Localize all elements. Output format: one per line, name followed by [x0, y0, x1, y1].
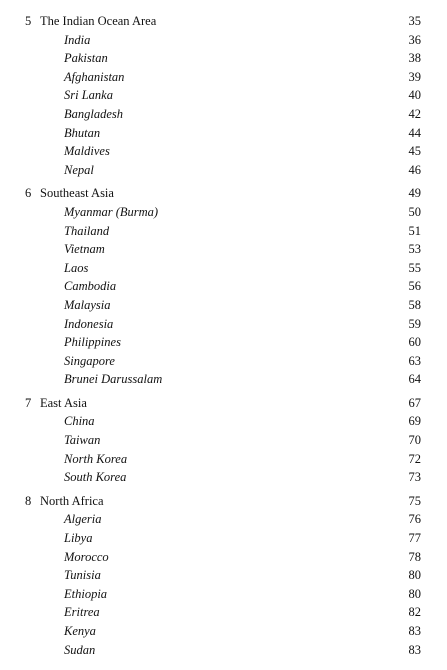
toc-entry — [0, 333, 447, 352]
page-number: 75 — [408, 493, 421, 508]
page-number: 58 — [408, 297, 421, 312]
entry-title: Kenya — [64, 624, 96, 638]
entry-title: Tunisia — [64, 568, 101, 583]
entry-title: China — [64, 414, 95, 429]
chapter-title: East Asia — [40, 395, 87, 410]
entry-title: Cambodia — [64, 279, 117, 294]
page-number: 44 — [408, 125, 421, 140]
toc-entry — [0, 352, 447, 371]
entry-title: Sudan — [64, 642, 96, 657]
page-number: 45 — [408, 144, 421, 159]
chapter-heading — [0, 394, 447, 413]
chapter-number: 8 — [25, 493, 32, 508]
page-number: 51 — [408, 223, 421, 238]
page-number: 64 — [408, 372, 421, 387]
page-number: 69 — [408, 414, 421, 429]
chapter-title: The Indian Ocean Area — [40, 14, 157, 28]
chapter-number: 7 — [25, 395, 32, 410]
toc-entry — [0, 31, 447, 50]
toc-entry — [0, 86, 447, 105]
page-number: 76 — [408, 512, 421, 527]
toc-entry — [0, 68, 447, 87]
entry-title: Pakistan — [64, 51, 108, 66]
entry-title: Eritrea — [64, 605, 100, 620]
toc-entry — [0, 124, 447, 143]
toc-entry — [0, 49, 447, 68]
toc-entry — [0, 315, 447, 334]
chapter-title: Southeast Asia — [40, 186, 114, 201]
page-number: 83 — [408, 624, 421, 638]
toc-entry — [0, 641, 447, 660]
entry-title: Nepal — [64, 162, 94, 177]
chapter-heading — [0, 184, 447, 203]
toc-entry — [0, 259, 447, 278]
toc-entry — [0, 529, 447, 548]
toc-entry — [0, 296, 447, 315]
toc-entry — [0, 370, 447, 389]
entry-title: Singapore — [64, 353, 115, 368]
page-number: 82 — [408, 605, 421, 620]
toc-entry — [0, 548, 447, 567]
toc-entry — [0, 566, 447, 585]
page-number: 72 — [408, 451, 421, 466]
page-number: 60 — [408, 335, 421, 350]
page-number: 40 — [408, 88, 421, 103]
chapter-8 — [0, 492, 447, 659]
page-number: 53 — [408, 242, 421, 257]
entry-title: North Korea — [64, 451, 128, 466]
toc-entry — [0, 510, 447, 529]
page-number: 56 — [408, 279, 421, 294]
chapter-heading — [0, 492, 447, 511]
toc-entry — [0, 203, 447, 222]
page-number: 39 — [408, 69, 421, 84]
toc-entry — [0, 142, 447, 161]
page-number: 55 — [408, 260, 421, 275]
toc-entry — [0, 450, 447, 469]
page-number: 83 — [408, 642, 421, 657]
page-number: 80 — [408, 586, 421, 601]
chapter-7 — [0, 394, 447, 487]
chapter-title: North Africa — [40, 493, 104, 508]
toc-entry — [0, 585, 447, 604]
toc-entry — [0, 222, 447, 241]
entry-title: Ethiopia — [64, 586, 108, 601]
chapter-heading — [0, 12, 447, 31]
page-number: 35 — [408, 14, 421, 28]
toc-entry — [0, 622, 447, 641]
page-number: 73 — [408, 470, 421, 485]
chapter-5 — [0, 12, 447, 179]
page-number: 80 — [408, 568, 421, 583]
page-number: 36 — [408, 32, 421, 47]
entry-title: Bhutan — [64, 125, 101, 140]
entry-title: Maldives — [64, 144, 110, 159]
entry-title: India — [64, 32, 91, 47]
entry-title: Algeria — [64, 512, 102, 527]
toc-entry — [0, 431, 447, 450]
entry-title: Morocco — [64, 549, 109, 564]
entry-title: Taiwan — [64, 433, 101, 448]
entry-title: Philippines — [64, 335, 121, 350]
entry-title: Thailand — [64, 223, 110, 238]
page-number: 67 — [408, 395, 421, 410]
chapter-6 — [0, 184, 447, 389]
page-number: 49 — [408, 186, 421, 201]
toc-entry — [0, 412, 447, 431]
entry-title: Vietnam — [64, 242, 105, 257]
page-number: 38 — [408, 51, 421, 66]
page-number: 63 — [408, 353, 421, 368]
toc-entry — [0, 240, 447, 259]
page-number: 78 — [408, 549, 421, 564]
table-of-contents — [0, 12, 447, 664]
entry-title: Libya — [64, 531, 93, 546]
toc-entry — [0, 603, 447, 622]
chapter-number: 6 — [25, 186, 32, 201]
entry-title: Malaysia — [64, 297, 111, 312]
page-number: 50 — [408, 204, 421, 219]
page-number: 70 — [408, 433, 421, 448]
entry-title: Afghanistan — [64, 69, 125, 84]
entry-title: Bangladesh — [64, 106, 124, 121]
entry-title: Brunei Darussalam — [64, 372, 163, 387]
chapter-number: 5 — [25, 14, 32, 28]
toc-entry — [0, 468, 447, 487]
toc-entry — [0, 161, 447, 180]
entry-title: South Korea — [64, 470, 127, 485]
page-number: 46 — [408, 162, 421, 177]
page-number: 77 — [408, 531, 421, 546]
page-number: 59 — [408, 316, 421, 331]
entry-title: Indonesia — [64, 316, 114, 331]
entry-title: Sri Lanka — [64, 88, 113, 103]
entry-title: Laos — [64, 260, 89, 275]
page-number: 42 — [408, 106, 421, 121]
entry-title: Myanmar (Burma) — [64, 204, 159, 219]
toc-entry — [0, 105, 447, 124]
toc-entry — [0, 277, 447, 296]
